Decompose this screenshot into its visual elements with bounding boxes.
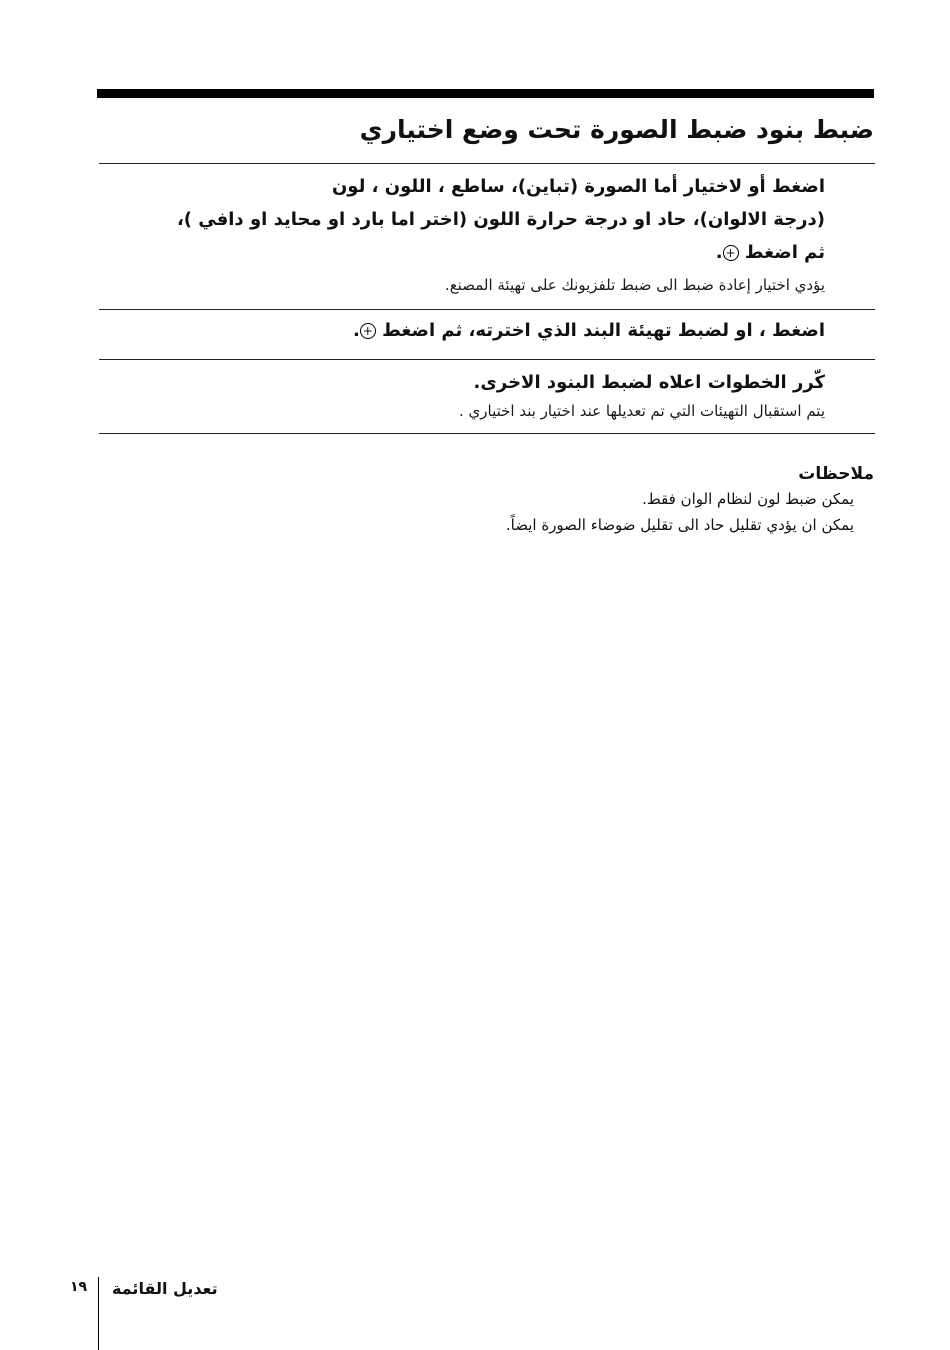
notes-section (374, 462, 874, 538)
step-divider (99, 359, 875, 360)
step-3-note: يتم استقبال التهيئات التي تم تعديلها عند اختيار بند اختياري . (458, 402, 825, 420)
footer-divider (98, 1277, 99, 1350)
step-1-line-3-end: . (715, 242, 723, 263)
step-2 (105, 314, 825, 347)
note-item: يمكن ضبط لون لنظام الوان فقط. (642, 490, 854, 508)
step-1 (105, 170, 825, 297)
footer-section-title: تعديل القائمة (112, 1279, 218, 1298)
enter-button-icon: + (723, 245, 739, 261)
step-3-line-1: كّرر الخطوات اعلاه لضبط البنود الاخرى. (473, 372, 825, 393)
step-3 (105, 366, 825, 423)
step-1-line-2: (درجة الالوان)، حاد او درجة حرارة اللون (اختر اما بارد او محايد او دافي )، (176, 209, 825, 230)
step-1-line-3-text: ثم اضغط (744, 242, 825, 263)
note-item: يمكن ان يؤدي تقليل حاد الى تقليل ضوضاء الصورة ايضاً. (505, 516, 854, 534)
step-1-line-1: اضغط أو لاختيار أما الصورة (تباين)، ساطع ، اللون ، لون (331, 176, 825, 197)
step-divider (99, 163, 875, 164)
step-divider (99, 433, 875, 434)
page-title: ضبط بنود ضبط الصورة تحت وضع اختياري (359, 115, 874, 144)
step-1-line-3 (105, 236, 825, 269)
top-rule (97, 89, 874, 98)
step-divider (99, 309, 875, 310)
page-number: ١٩ (70, 1279, 88, 1295)
step-1-note: يؤدي اختيار إعادة ضبط الى ضبط تلفزيونك على تهيئة المصنع. (444, 276, 825, 294)
step-2-line-1 (105, 314, 825, 347)
step-2-line-1-end: . (352, 320, 360, 341)
notes-heading: ملاحظات (798, 464, 874, 484)
step-2-line-1-text: اضغط ، او لضبط تهيئة البند الذي اخترته، ثم اضغط (382, 320, 825, 341)
enter-button-icon: + (360, 323, 376, 339)
